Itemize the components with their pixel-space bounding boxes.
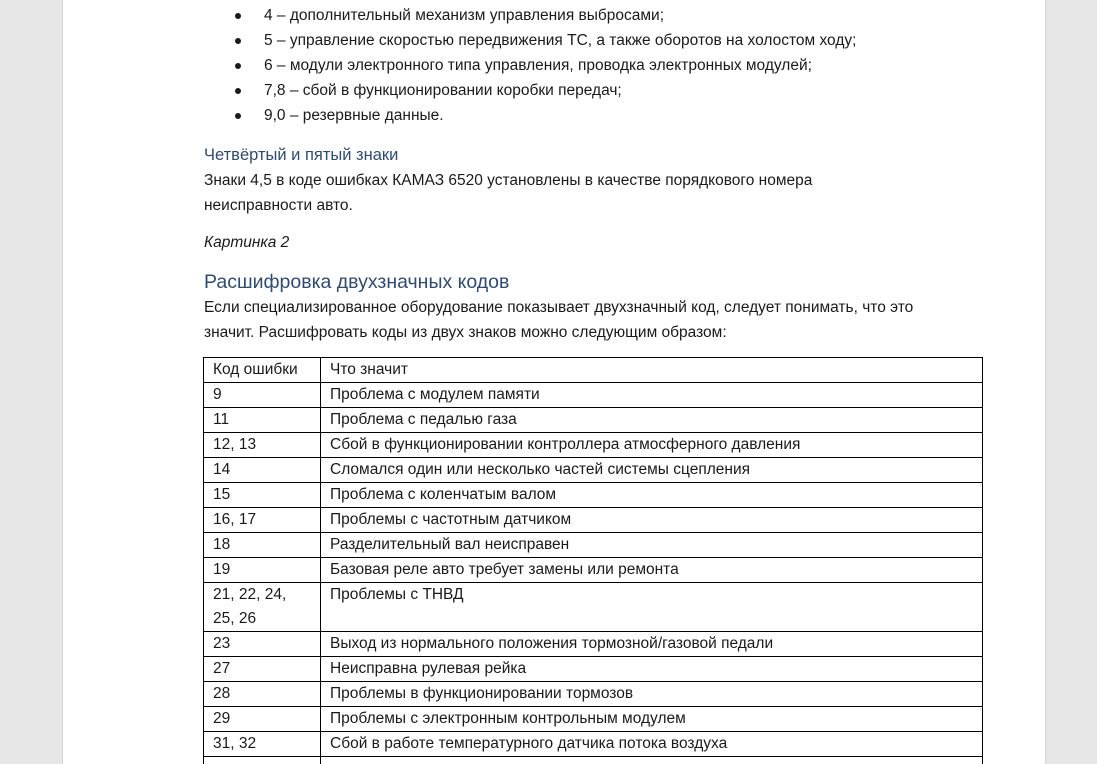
table-row — [204, 632, 983, 657]
table-row — [204, 408, 983, 433]
table-cell-meaning: Проблемы с электронным контрольным модулем — [321, 707, 983, 732]
table-row — [204, 533, 983, 558]
bullet-icon — [235, 13, 241, 19]
paragraph-two-digit-codes — [204, 295, 913, 345]
table-row — [204, 682, 983, 707]
table-cell-meaning: Сломался один или несколько частей системы сцепления — [321, 458, 983, 483]
table-cell-meaning: Проблема с коленчатым валом — [321, 483, 983, 508]
bullet-icon — [235, 113, 241, 119]
table-cell-code: 9 — [204, 383, 321, 408]
paragraph-line: значит. Расшифровать коды из двух знаков можно следующим образом: — [204, 324, 727, 341]
paragraph-line: неисправности авто. — [204, 197, 353, 214]
table-cell-code: 29 — [204, 707, 321, 732]
table-cell-code: 23 — [204, 632, 321, 657]
document-page — [62, 0, 1046, 764]
bullet-icon — [235, 63, 241, 69]
table-cell-meaning: Базовая реле авто требует замены или ремонта — [321, 558, 983, 583]
table-cell-meaning: Проблемы в функционировании тормозов — [321, 682, 983, 707]
table-cell-code-line: 25, 26 — [213, 610, 257, 627]
table-row-partial — [204, 757, 983, 764]
table-row — [204, 383, 983, 408]
list-item-text: 5 – управление скоростью передвижения ТС, а также оборотов на холостом ходу; — [264, 32, 857, 49]
table-row — [204, 458, 983, 483]
table-cell-code — [204, 757, 321, 764]
table-header-meaning: Что значит — [321, 358, 983, 383]
table-cell-meaning: Неисправна рулевая рейка — [321, 657, 983, 682]
table-cell-meaning: Разделительный вал неисправен — [321, 533, 983, 558]
paragraph-line: Знаки 4,5 в коде ошибках КАМАЗ 6520 установлены в качестве порядкового номера — [204, 172, 813, 189]
table-cell-code: 31, 32 — [204, 732, 321, 757]
table-cell-code: 19 — [204, 558, 321, 583]
table-cell-code: 28 — [204, 682, 321, 707]
list-item-text: 4 – дополнительный механизм управления выбросами; — [264, 7, 665, 24]
table-cell-code: 15 — [204, 483, 321, 508]
table-cell-code — [204, 583, 321, 632]
table-cell-meaning: Сбой в работе температурного датчика потока воздуха — [321, 732, 983, 757]
table-cell-code: 27 — [204, 657, 321, 682]
table-header-row — [204, 358, 983, 383]
table-row — [204, 707, 983, 732]
table-row — [204, 483, 983, 508]
heading-two-digit-codes: Расшифровка двухзначных кодов — [204, 271, 510, 293]
paragraph-line: Если специализированное оборудование показывает двухзначный код, следует понимать, что это — [204, 299, 914, 316]
table-row — [204, 508, 983, 533]
table-cell-meaning: Выход из нормального положения тормозной/газовой педали — [321, 632, 983, 657]
table-row — [204, 732, 983, 757]
table-cell-code: 14 — [204, 458, 321, 483]
table-row — [204, 583, 983, 632]
paragraph-fourth-fifth-signs — [204, 168, 812, 218]
table-cell-code-line: 21, 22, 24, — [213, 586, 287, 603]
table-cell-code: 12, 13 — [204, 433, 321, 458]
table-row — [204, 657, 983, 682]
table-cell-code: 18 — [204, 533, 321, 558]
list-item-text: 6 – модули электронного типа управления, проводка электронных модулей; — [264, 57, 812, 74]
table-cell-meaning: Проблема с педалью газа — [321, 408, 983, 433]
table-cell-code: 11 — [204, 408, 321, 433]
table-cell-meaning: Проблемы с частотным датчиком — [321, 508, 983, 533]
table-cell-code: 16, 17 — [204, 508, 321, 533]
error-codes-table — [203, 357, 983, 764]
table-cell-meaning: Сбой в функционировании контроллера атмосферного давления — [321, 433, 983, 458]
list-item-text: 9,0 – резервные данные. — [264, 107, 444, 124]
table-row — [204, 558, 983, 583]
heading-fourth-fifth-signs: Четвёртый и пятый знаки — [204, 146, 399, 164]
table-row — [204, 433, 983, 458]
table-cell-meaning — [321, 757, 983, 764]
table-cell-meaning: Проблемы с ТНВД — [321, 583, 983, 632]
bullet-icon — [235, 38, 241, 44]
list-item-text: 7,8 – сбой в функционировании коробки передач; — [264, 82, 622, 99]
table-header-code: Код ошибки — [204, 358, 321, 383]
bullet-icon — [235, 88, 241, 94]
image-caption: Картинка 2 — [204, 234, 290, 251]
table-cell-meaning: Проблема с модулем памяти — [321, 383, 983, 408]
